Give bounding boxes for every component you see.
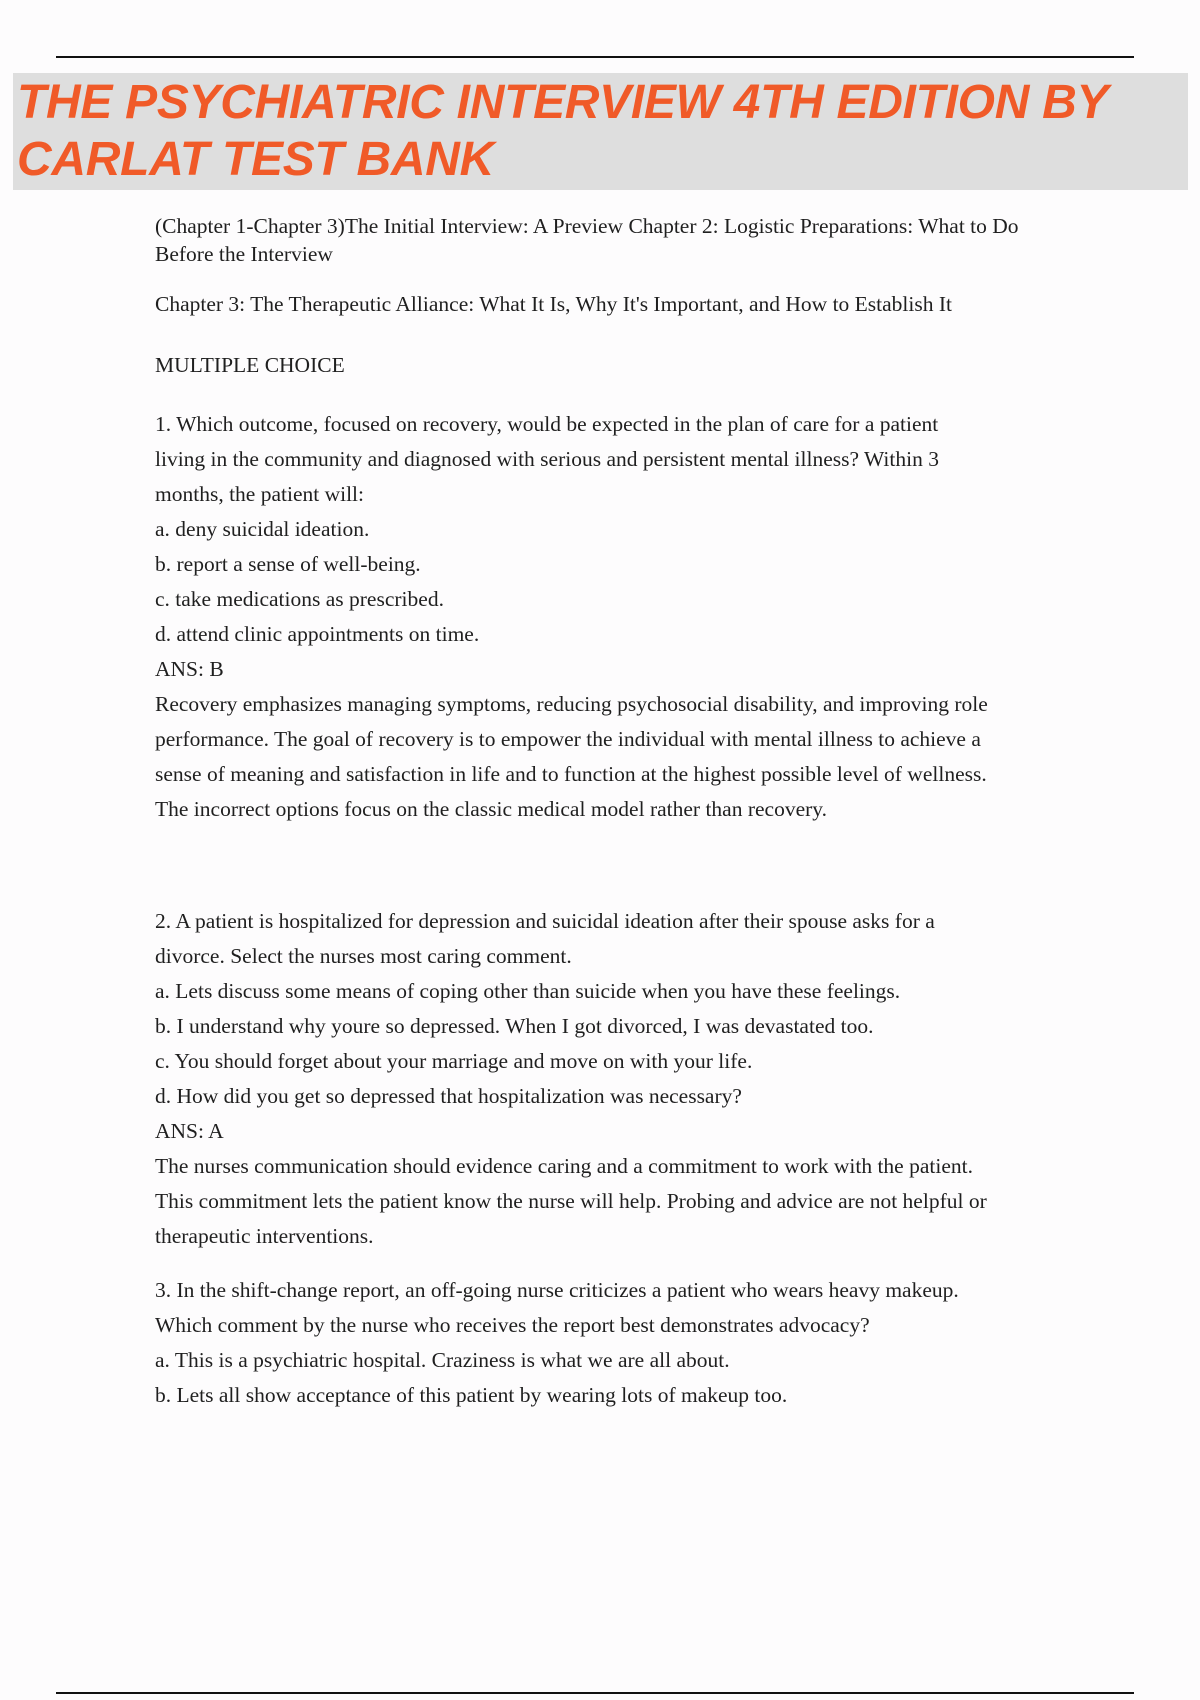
- answer-option: b. Lets all show acceptance of this patient by wearing lots of makeup too.: [155, 1383, 788, 1407]
- chapter3-line: Chapter 3: The Therapeutic Alliance: What It Is, Why It's Important, and How to Establish It: [155, 292, 953, 316]
- document-title: THE PSYCHIATRIC INTERVIEW 4TH EDITION BY CARLAT TEST BANK: [17, 76, 1108, 186]
- answer-key: ANS: A: [155, 1119, 224, 1143]
- question-stem-line: divorce. Select the nurses most caring comment.: [155, 944, 572, 968]
- answer-option: a. Lets discuss some means of coping other than suicide when you have these feelings.: [155, 979, 901, 1003]
- explanation-line: performance. The goal of recovery is to empower the individual with mental illness to achieve a: [155, 727, 981, 751]
- question-1: [155, 407, 1075, 827]
- document-body: [155, 212, 1075, 1413]
- explanation-line: sense of meaning and satisfaction in life and to function at the highest possible level of wellness.: [155, 762, 987, 786]
- section-label: MULTIPLE CHOICE: [155, 353, 345, 377]
- explanation-line: Recovery emphasizes managing symptoms, reducing psychosocial disability, and improving role: [155, 692, 988, 716]
- question-3: [155, 1273, 1075, 1413]
- title-banner: [13, 73, 1188, 190]
- question-stem-line: months, the patient will:: [155, 482, 365, 506]
- question-2: [155, 904, 1075, 1254]
- top-rule: [56, 56, 1134, 58]
- question-stem-line: 1. Which outcome, focused on recovery, would be expected in the plan of care for a patient: [155, 412, 939, 436]
- explanation-line: The nurses communication should evidence caring and a commitment to work with the patient.: [155, 1154, 973, 1178]
- explanation-line: This commitment lets the patient know the nurse will help. Probing and advice are not helpful or: [155, 1189, 987, 1213]
- answer-option: c. You should forget about your marriage and move on with your life.: [155, 1049, 753, 1073]
- answer-option: d. attend clinic appointments on time.: [155, 622, 480, 646]
- question-stem-line: 3. In the shift-change report, an off-going nurse criticizes a patient who wears heavy makeup.: [155, 1278, 959, 1302]
- question-stem-line: 2. A patient is hospitalized for depression and suicidal ideation after their spouse asks for a: [155, 909, 935, 933]
- question-stem-line: living in the community and diagnosed with serious and persistent mental illness? Within 3: [155, 447, 939, 471]
- question-stem-line: Which comment by the nurse who receives the report best demonstrates advocacy?: [155, 1313, 870, 1337]
- explanation-line: The incorrect options focus on the classic medical model rather than recovery.: [155, 797, 828, 821]
- answer-option: a. This is a psychiatric hospital. Craziness is what we are all about.: [155, 1348, 730, 1372]
- answer-option: d. How did you get so depressed that hospitalization was necessary?: [155, 1084, 742, 1108]
- answer-option: a. deny suicidal ideation.: [155, 517, 370, 541]
- answer-option: b. I understand why youre so depressed. When I got divorced, I was devastated too.: [155, 1014, 874, 1038]
- explanation-line: therapeutic interventions.: [155, 1224, 374, 1248]
- answer-key: ANS: B: [155, 657, 224, 681]
- bottom-rule: [56, 1692, 1134, 1694]
- chapters-line: (Chapter 1-Chapter 3)The Initial Interview: A Preview Chapter 2: Logistic Preparations: What to Do Before the Interview: [155, 214, 1019, 266]
- answer-option: b. report a sense of well-being.: [155, 552, 421, 576]
- answer-option: c. take medications as prescribed.: [155, 587, 444, 611]
